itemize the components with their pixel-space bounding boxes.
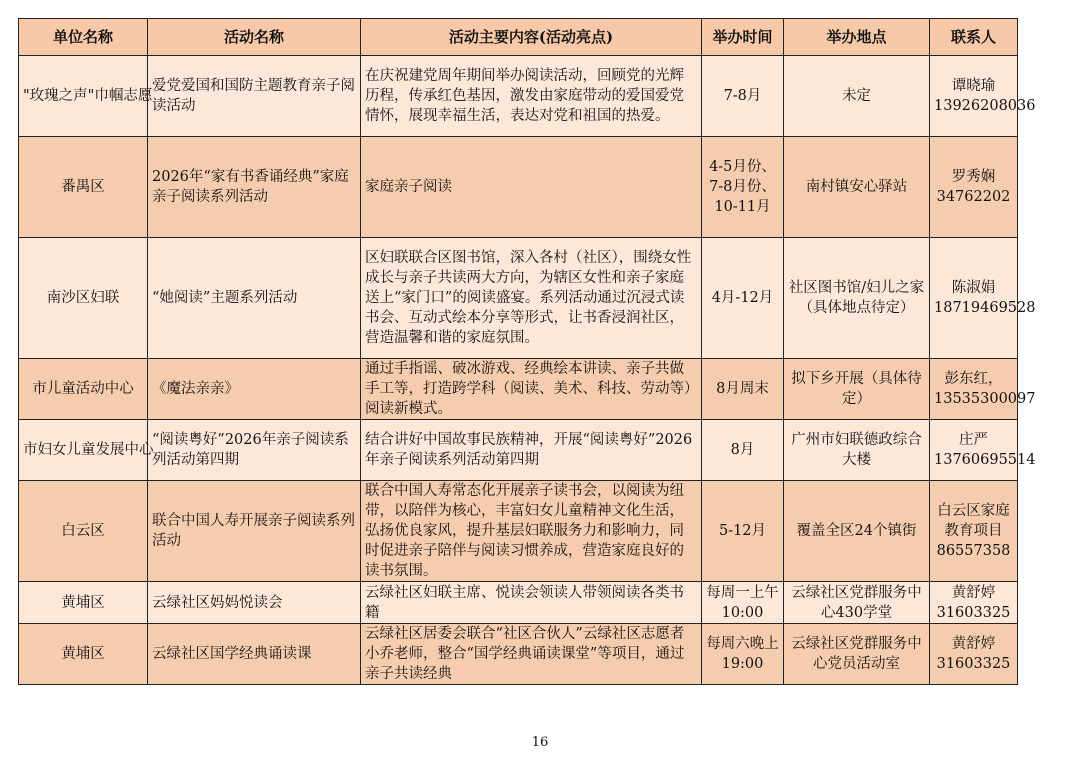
cell-unit: 黄埔区 [19,582,148,624]
cell-unit: 白云区 [19,481,148,582]
cell-place: 未定 [784,56,930,137]
cell-time: 8月 [702,420,784,481]
activity-table [18,18,1036,685]
table-row [19,238,1018,359]
header-activity-content: 活动主要内容(活动亮点) [361,19,702,56]
header-time: 举办时间 [702,19,784,56]
cell-unit: 南沙区妇联 [19,238,148,359]
table-row [19,582,1018,624]
table-row [19,56,1018,137]
cell-activity-content: 结合讲好中国故事民族精神，开展“阅读粤好”2026年亲子阅读系列活动第四期 [361,420,702,481]
cell-activity-content: 区妇联联合区图书馆，深入各村（社区），围绕女性成长与亲子共读两大方向，为辖区女性和亲子家庭送上“家门口”的阅读盛宴。系列活动通过沉浸式读书会、互动式绘本分享等形式，让书香浸润社区，营造温馨和谐的家庭氛围。 [361,238,702,359]
cell-time: 每周一上午10:00 [702,582,784,624]
cell-place: 广州市妇联德政综合大楼 [784,420,930,481]
cell-activity-content: 云绿社区居委会联合“社区合伙人”云绿社区志愿者小乔老师，整合“国学经典诵读课堂”等项目，通过亲子共读经典 [361,624,702,685]
cell-activity-name: 云绿社区国学经典诵读课 [148,624,361,685]
cell-activity-content: 联合中国人寿常态化开展亲子读书会，以阅读为纽带，以陪伴为核心，丰富妇女儿童精神文化生活，弘扬优良家风，提升基层妇联服务力和影响力，同时促进亲子陪伴与阅读习惯养成，营造家庭良好的读书氛围。 [361,481,702,582]
cell-activity-name: 联合中国人寿开展亲子阅读系列活动 [148,481,361,582]
cell-time: 每周六晚上19:00 [702,624,784,685]
table-row [19,137,1018,238]
cell-place: 南村镇安心驿站 [784,137,930,238]
cell-contact: 谭晓瑜 13926208036 [930,56,1018,137]
cell-contact: 陈淑娟 18719469528 [930,238,1018,359]
cell-contact: 黄舒婷 31603325 [930,582,1018,624]
header-place: 举办地点 [784,19,930,56]
cell-unit: 黄埔区 [19,624,148,685]
cell-activity-content: 在庆祝建党周年期间举办阅读活动，回顾党的光辉历程，传承红色基因，激发由家庭带动的爱国爱党情怀，展现幸福生活，表达对党和祖国的热爱。 [361,56,702,137]
cell-unit: 市儿童活动中心 [19,359,148,420]
cell-time: 5-12月 [702,481,784,582]
cell-activity-name: 爱党爱国和国防主题教育亲子阅读活动 [148,56,361,137]
cell-place: 社区图书馆/妇儿之家（具体地点待定） [784,238,930,359]
cell-activity-name: 《魔法亲亲》 [148,359,361,420]
cell-activity-name: “她阅读”主题系列活动 [148,238,361,359]
cell-contact: 庄严 13760695514 [930,420,1018,481]
cell-time: 4-5月份、7-8月份、10-11月 [702,137,784,238]
cell-activity-content: 云绿社区妇联主席、悦读会领读人带领阅读各类书籍 [361,582,702,624]
table-row [19,481,1018,582]
cell-activity-name: 云绿社区妈妈悦读会 [148,582,361,624]
table-row [19,359,1018,420]
cell-time: 7-8月 [702,56,784,137]
cell-activity-name: 2026年“家有书香诵经典”家庭亲子阅读系列活动 [148,137,361,238]
cell-contact: 罗秀娴 34762202 [930,137,1018,238]
cell-contact: 彭东红，13535300097 [930,359,1018,420]
cell-place: 拟下乡开展（具体待定） [784,359,930,420]
header-contact: 联系人 [930,19,1018,56]
cell-contact: 白云区家庭教育项目 86557358 [930,481,1018,582]
page-number: 16 [531,735,549,750]
header-unit: 单位名称 [19,19,148,56]
cell-unit: 番禺区 [19,137,148,238]
cell-activity-name: “阅读粤好”2026年亲子阅读系列活动第四期 [148,420,361,481]
cell-unit: 市妇女儿童发展中心 [19,420,148,481]
header-activity-name: 活动名称 [148,19,361,56]
cell-time: 4月-12月 [702,238,784,359]
cell-time: 8月周末 [702,359,784,420]
cell-activity-content: 家庭亲子阅读 [361,137,702,238]
table-row [19,420,1018,481]
cell-activity-content: 通过手指谣、破冰游戏、经典绘本讲读、亲子共做手工等，打造跨学科（阅读、美术、科技、劳动等）阅读新模式。 [361,359,702,420]
cell-contact: 黄舒婷 31603325 [930,624,1018,685]
cell-place: 云绿社区党群服务中心430学堂 [784,582,930,624]
table-row [19,624,1018,685]
table-header-row [19,19,1018,56]
cell-unit: "玫瑰之声"巾帼志愿 [19,56,148,137]
cell-place: 云绿社区党群服务中心党员活动室 [784,624,930,685]
cell-place: 覆盖全区24个镇街 [784,481,930,582]
